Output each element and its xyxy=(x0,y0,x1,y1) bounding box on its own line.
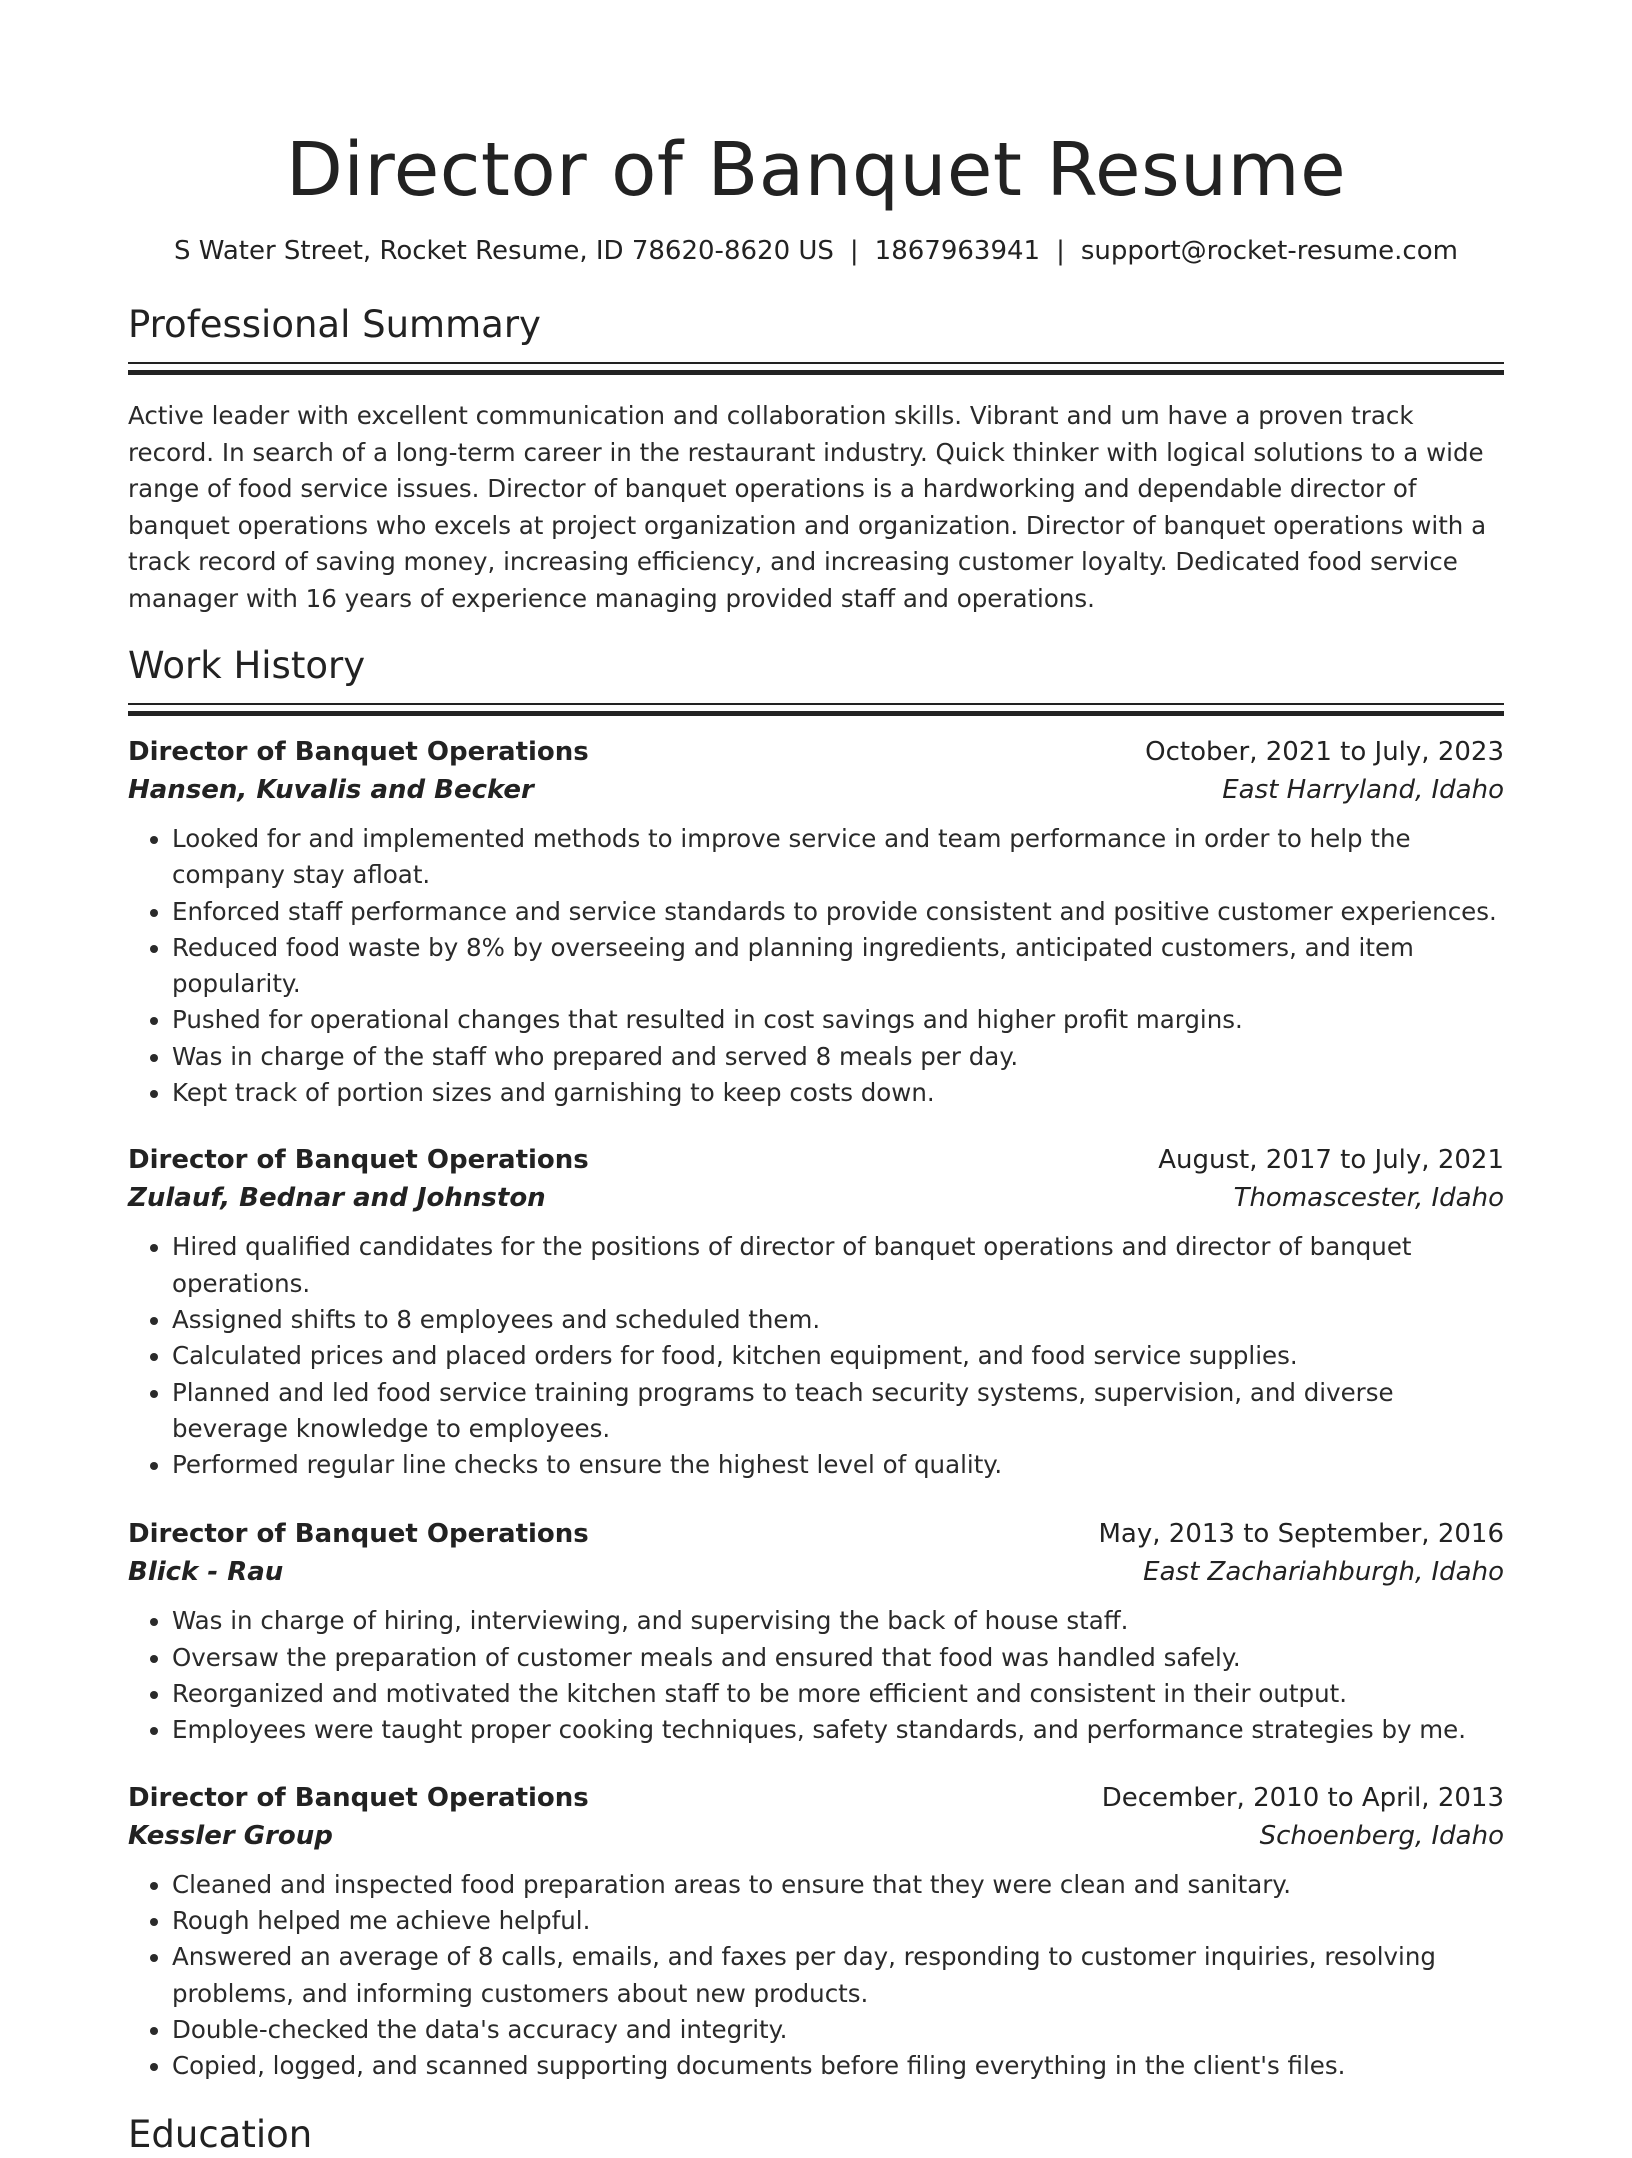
job-bullets xyxy=(128,1867,1504,2085)
job-bullets xyxy=(128,1603,1504,1748)
job-entry xyxy=(128,733,1504,1111)
job-bullet: • Cleaned and inspected food preparation areas to ensure that they were clean and sanitary. xyxy=(172,1867,1504,1903)
job-entry xyxy=(128,1515,1504,1748)
education-heading: Education xyxy=(128,2113,313,2157)
job-bullet: • Enforced staff performance and service standards to provide consistent and positive customer experiences. xyxy=(172,894,1504,930)
contact-line xyxy=(128,234,1504,268)
job-bullet: • Answered an average of 8 calls, emails, and faxes per day, responding to customer inquiries, resolving problems, and informing customers about new products. xyxy=(172,1939,1504,2012)
job-bullets xyxy=(128,821,1504,1111)
job-header xyxy=(128,1141,1504,1179)
job-dates: October, 2021 to July, 2023 xyxy=(1145,737,1504,767)
summary-section xyxy=(128,302,1504,617)
job-company: Zulauf, Bednar and Johnston xyxy=(128,1183,546,1214)
job-bullet: • Was in charge of the staff who prepared and served 8 meals per day. xyxy=(172,1039,1504,1075)
job-location: Thomascester, Idaho xyxy=(1233,1183,1504,1214)
contact-email: support@rocket-resume.com xyxy=(1080,236,1458,266)
job-bullet: • Looked for and implemented methods to improve service and team performance in order to help the company stay afloat. xyxy=(172,821,1504,894)
job-bullet: • Calculated prices and placed orders for food, kitchen equipment, and food service supplies. xyxy=(172,1338,1504,1374)
resume-title: Director of Banquet Resume xyxy=(285,127,1347,213)
job-subheader xyxy=(128,771,1504,809)
job-header xyxy=(128,733,1504,771)
job-dates: December, 2010 to April, 2013 xyxy=(1101,1782,1504,1813)
job-bullet: • Oversaw the preparation of customer meals and ensured that food was handled safely. xyxy=(172,1640,1504,1676)
resume-page xyxy=(128,0,1504,2158)
job-bullet: • Assigned shifts to 8 employees and scheduled them. xyxy=(172,1302,1504,1338)
job-company: Kessler Group xyxy=(128,1820,333,1851)
job-bullet: • Was in charge of hiring, interviewing, and supervising the back of house staff. xyxy=(172,1603,1504,1639)
work-history-heading: Work History xyxy=(128,644,366,687)
job-company: Hansen, Kuvalis and Becker xyxy=(128,775,534,805)
job-title: Director of Banquet Operations xyxy=(128,1782,589,1813)
job-bullet: • Performed regular line checks to ensure the highest level of quality. xyxy=(172,1447,1504,1483)
work-history-section xyxy=(128,643,1504,2084)
summary-text: Active leader with excellent communication and collaboration skills. Vibrant and um have a proven track record. In search of a long-term career in the restaurant industry. Quick thinker with logical solutions to a wide range of food service issues. Director of banquet operations is a hardworking and dependable director of banquet operations who excels at project organization and organization. Director of banquet operations with a track record of saving money, increasing efficiency, and increasing customer loyalty. Dedicated food service manager with 16 years of experience managing provided staff and operations. xyxy=(128,401,1487,613)
job-subheader xyxy=(128,1179,1504,1217)
job-title: Director of Banquet Operations xyxy=(128,1145,589,1176)
job-title: Director of Banquet Operations xyxy=(128,1519,589,1550)
contact-separator: | xyxy=(1056,236,1065,266)
section-divider xyxy=(128,362,1504,376)
job-location: East Harryland, Idaho xyxy=(1222,775,1504,805)
job-bullet: • Planned and led food service training programs to teach security systems, supervision, and diverse beverage knowledge to employees. xyxy=(172,1375,1504,1448)
job-header xyxy=(128,1515,1504,1553)
job-entry xyxy=(128,1141,1504,1483)
job-bullet: • Copied, logged, and scanned supporting documents before filing everything in the client's files. xyxy=(172,2048,1504,2084)
job-dates: August, 2017 to July, 2021 xyxy=(1158,1145,1504,1176)
job-dates: May, 2013 to September, 2016 xyxy=(1098,1519,1504,1550)
summary-heading: Professional Summary xyxy=(128,303,541,346)
job-bullet: • Rough helped me achieve helpful. xyxy=(172,1903,1504,1939)
job-bullets xyxy=(128,1229,1504,1483)
section-divider xyxy=(128,703,1504,717)
job-title: Director of Banquet Operations xyxy=(128,737,589,767)
education-section xyxy=(128,2112,1504,2158)
contact-phone: 1867963941 xyxy=(874,236,1041,266)
job-bullet: • Kept track of portion sizes and garnishing to keep costs down. xyxy=(172,1075,1504,1111)
job-subheader xyxy=(128,1817,1504,1855)
job-entry xyxy=(128,1779,1504,2085)
job-subheader xyxy=(128,1553,1504,1591)
job-bullet: • Pushed for operational changes that resulted in cost savings and higher profit margins. xyxy=(172,1002,1504,1038)
job-header xyxy=(128,1779,1504,1817)
job-bullet: • Double-checked the data's accuracy and integrity. xyxy=(172,2012,1504,2048)
contact-address: S Water Street, Rocket Resume, ID 78620-8620 US xyxy=(174,236,834,266)
contact-separator: | xyxy=(849,236,859,266)
job-location: East Zachariahburgh, Idaho xyxy=(1143,1557,1504,1588)
job-location: Schoenberg, Idaho xyxy=(1259,1820,1504,1851)
job-bullet: • Reduced food waste by 8% by overseeing and planning ingredients, anticipated customers, and item popularity. xyxy=(172,930,1504,1003)
job-bullet: • Hired qualified candidates for the positions of director of banquet operations and director of banquet operations. xyxy=(172,1229,1504,1302)
job-company: Blick - Rau xyxy=(128,1557,284,1588)
job-bullet: • Employees were taught proper cooking techniques, safety standards, and performance strategies by me. xyxy=(172,1712,1504,1748)
job-bullet: • Reorganized and motivated the kitchen staff to be more efficient and consistent in their output. xyxy=(172,1676,1504,1712)
